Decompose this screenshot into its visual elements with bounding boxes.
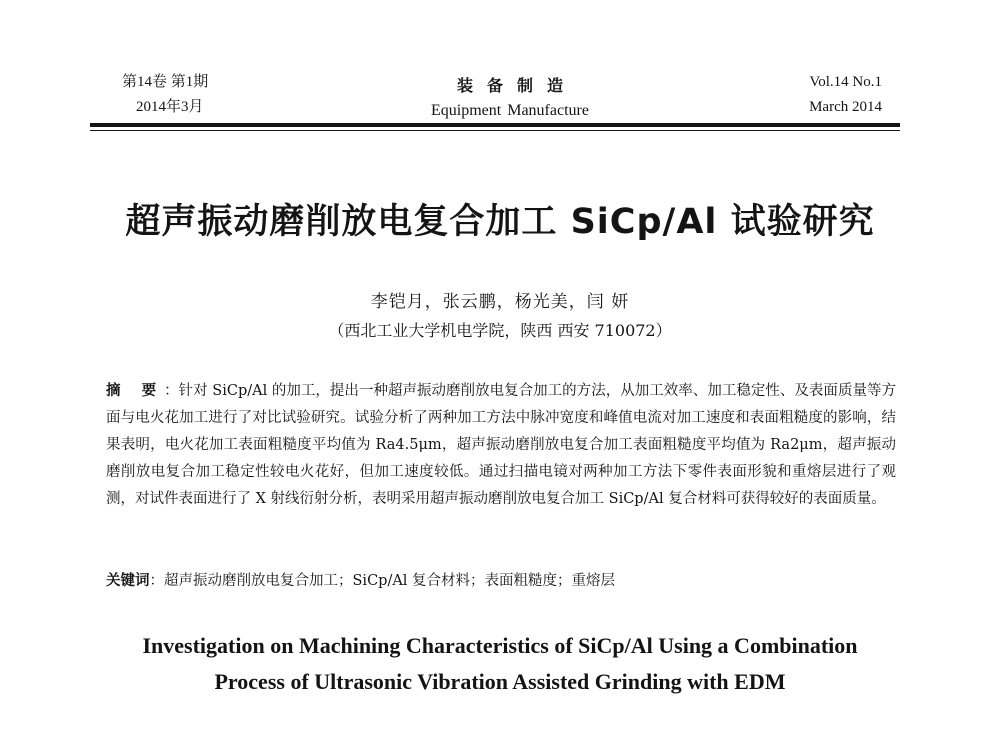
journal-name-en: Equipment Manufacture (431, 102, 589, 119)
affiliation: （西北工业大学机电学院，陕西 西安 710072） (328, 321, 672, 340)
english-title-line2: Process of Ultrasonic Vibration Assisted Grinding with EDM (214, 669, 786, 694)
authors: 李铠月，张云鹏，杨光美，闫 妍 (370, 292, 630, 312)
date-cn: 2014年3月 (136, 99, 204, 115)
date-en: March 2014 (809, 99, 882, 115)
keywords (106, 568, 896, 595)
header-center (340, 73, 680, 120)
header-rule-thick (90, 123, 900, 127)
journal-name-cn: 装备制造 (456, 76, 577, 95)
keywords-text: ：超声振动磨削放电复合加工；SiCp/Al 复合材料；表面粗糙度；重熔层 (149, 573, 616, 589)
abstract-label: 摘 要 (106, 383, 165, 399)
english-title (40, 628, 960, 700)
abstract (106, 378, 896, 513)
paper-title: 超声振动磨削放电复合加工 SiCp/Al 试验研究 (125, 202, 875, 242)
english-title-line1: Investigation on Machining Characteristics of SiCp/Al Using a Combination (142, 633, 858, 658)
header-right (809, 73, 882, 117)
volume-issue-cn: 第14卷 第1期 (122, 74, 209, 90)
header-rule-thin (90, 130, 900, 131)
header-left (122, 73, 208, 117)
abstract-text: ：针对 SiCp/Al 的加工，提出一种超声振动磨削放电复合加工的方法，从加工效率、加工稳定性、及表面质量等方面与电火花加工进行了对比试验研究。试验分析了两种加工方法中脉冲宽度和峰值电流对加工速度和表面粗糙度的影响，结果表明，电火花加工表面粗糙度平均值为 Ra4.5μm，超声振动磨削放电复合加工表面粗糙度平均值为 Ra2μm，超声振动磨削放电复合加工稳定性较电火花好，但加工速度较低。通过扫描电镜对两种加工方法下零件表面形貌和重熔层进行了观测，对试件表面进行了 X 射线衍射分析，表明采用超声振动磨削放电复合加工 SiCp/Al 复合材料可获得较好的表面质量。 (106, 383, 896, 507)
volume-issue-en: Vol.14 No.1 (809, 74, 882, 90)
keywords-label: 关键词 (106, 573, 150, 589)
